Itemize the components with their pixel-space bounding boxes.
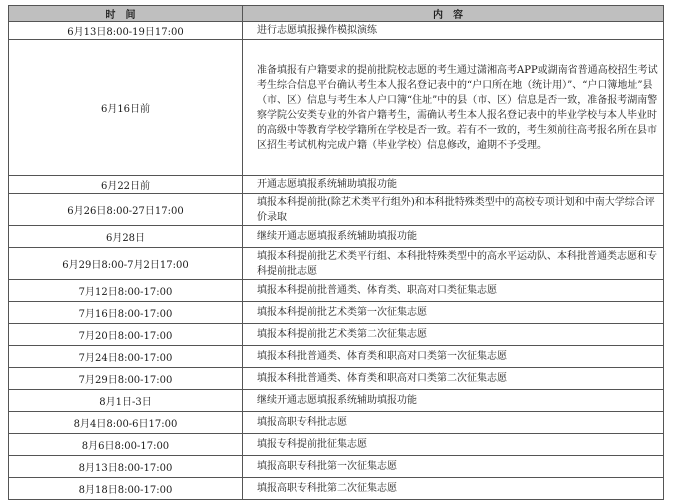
row-content: 填报本科提前批艺术类第二次征集志愿 <box>243 324 664 346</box>
table-row <box>9 22 664 40</box>
table-row <box>9 390 664 412</box>
row-time: 6月26日8:00-27日17:00 <box>9 194 243 226</box>
row-content: 开通志愿填报系统辅助填报功能 <box>243 176 664 194</box>
row-content: 填报本科批普通类、体育类和职高对口类第一次征集志愿 <box>243 346 664 368</box>
content-column-header: 内容 <box>243 6 664 22</box>
table-row <box>9 324 664 346</box>
row-content: 填报专科提前批征集志愿 <box>243 434 664 456</box>
table-row <box>9 302 664 324</box>
row-time: 6月22日前 <box>9 176 243 194</box>
row-time: 8月13日8:00-17:00 <box>9 456 243 478</box>
table-row <box>9 280 664 302</box>
row-content: 填报高职专科批第一次征集志愿 <box>243 456 664 478</box>
row-time: 8月6日8:00-17:00 <box>9 434 243 456</box>
row-content: 填报高职专科批第二次征集志愿 <box>243 478 664 500</box>
row-time: 6月13日8:00-19日17:00 <box>9 22 243 40</box>
row-time: 7月16日8:00-17:00 <box>9 302 243 324</box>
table-row <box>9 226 664 248</box>
row-time: 7月20日8:00-17:00 <box>9 324 243 346</box>
table-row <box>9 40 664 176</box>
table-header-row <box>9 6 664 22</box>
row-content: 填报本科批普通类、体育类和职高对口类第二次征集志愿 <box>243 368 664 390</box>
row-time: 7月29日8:00-17:00 <box>9 368 243 390</box>
row-content: 进行志愿填报操作模拟演练 <box>243 22 664 40</box>
row-time: 6月16日前 <box>9 40 243 176</box>
row-time: 8月4日8:00-6日17:00 <box>9 412 243 434</box>
row-time: 7月12日8:00-17:00 <box>9 280 243 302</box>
table-row <box>9 346 664 368</box>
table-row <box>9 478 664 500</box>
table-row <box>9 194 664 226</box>
row-time: 6月28日 <box>9 226 243 248</box>
schedule-table <box>8 5 664 500</box>
table-row <box>9 412 664 434</box>
table-row <box>9 368 664 390</box>
row-time: 6月29日8:00-7月2日17:00 <box>9 248 243 280</box>
row-time: 8月1日-3日 <box>9 390 243 412</box>
row-content: 继续开通志愿填报系统辅助填报功能 <box>243 226 664 248</box>
row-content: 准备填报有户籍要求的提前批院校志愿的考生通过潇湘高考APP或湖南省普通高校招生考试考生综合信息平台确认考生本人报名登记表中的“户口所在地（统计用）”、“户口簿地址”县（市、区）信息与考生本人户口簿“住址”中的县（市、区）信息是否一致，准备报考湖南警察学院公安类专业的外省户籍考生，需确认考生本人报名登记表中的毕业学校与本人毕业时的高级中等教育学校学籍所在学校是否一致。若有不一致的，考生须前往高考报名所在县市区招生考试机构完成户籍（毕业学校）信息修改，逾期不予受理。 <box>243 40 664 176</box>
row-content: 填报本科提前批艺术类平行组、本科批特殊类型中的高水平运动队、本科批普通类志愿和专科提前批志愿 <box>243 248 664 280</box>
table-row <box>9 434 664 456</box>
table-row <box>9 456 664 478</box>
row-content: 填报本科提前批普通类、体育类、职高对口类征集志愿 <box>243 280 664 302</box>
table-row <box>9 248 664 280</box>
row-content: 继续开通志愿填报系统辅助填报功能 <box>243 390 664 412</box>
row-time: 8月18日8:00-17:00 <box>9 478 243 500</box>
time-column-header: 时间 <box>9 6 243 22</box>
row-time: 7月24日8:00-17:00 <box>9 346 243 368</box>
row-content: 填报高职专科批志愿 <box>243 412 664 434</box>
table-row <box>9 176 664 194</box>
row-content: 填报本科提前批(除艺术类平行组外)和本科批特殊类型中的高校专项计划和中南大学综合评价录取 <box>243 194 664 226</box>
row-content: 填报本科提前批艺术类第一次征集志愿 <box>243 302 664 324</box>
